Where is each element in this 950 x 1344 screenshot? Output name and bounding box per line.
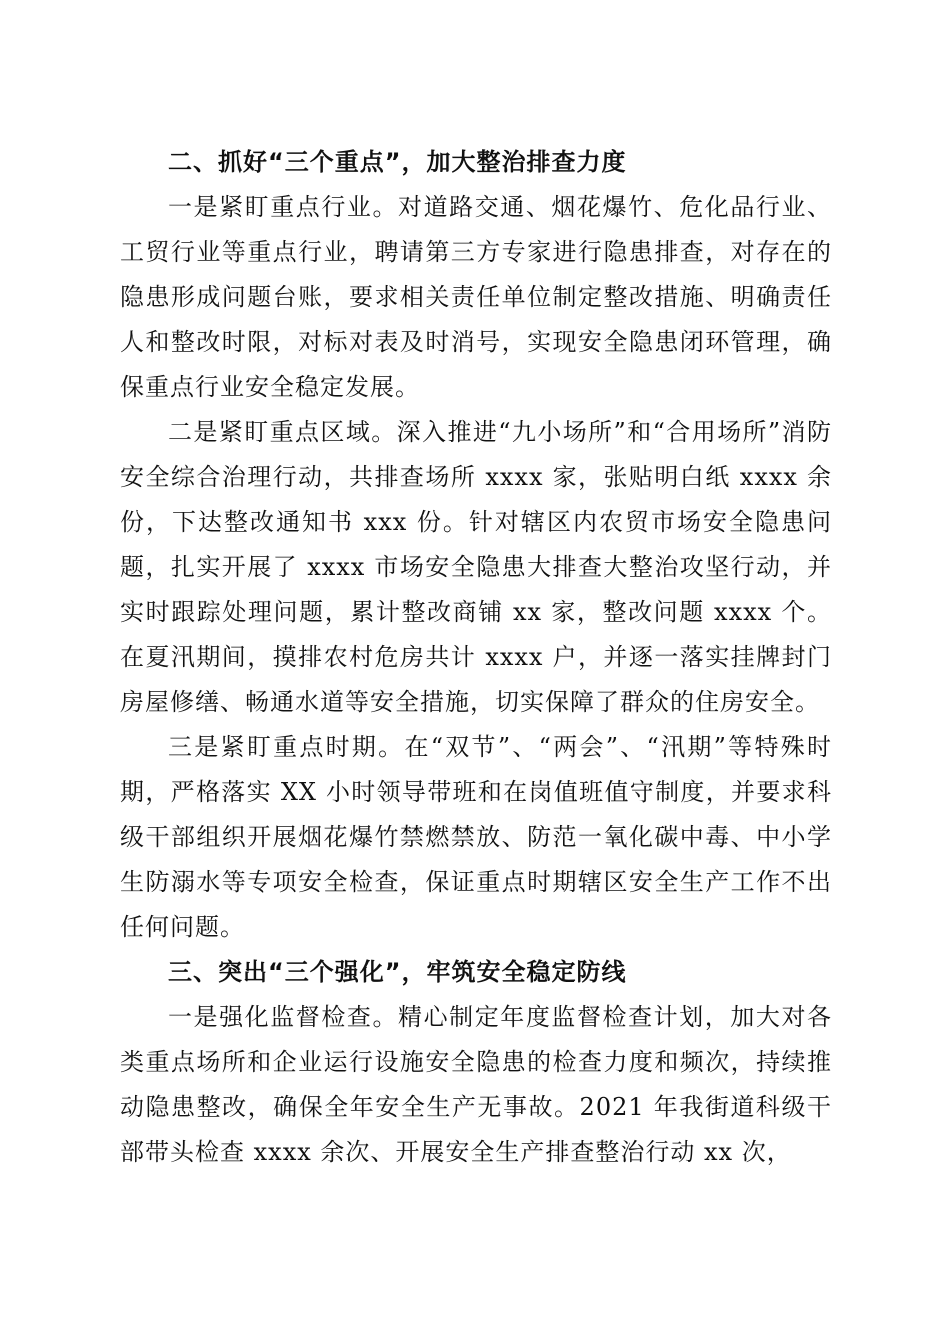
document-body: [120, 140, 832, 1175]
paragraph-lead: 一是紧盯重点行业。: [168, 193, 399, 221]
paragraph-key-periods: [120, 725, 832, 950]
paragraph-lead: 一是强化监督检查。: [168, 1003, 399, 1031]
section-heading-2: 二、抓好“三个重点”，加大整治排查力度: [168, 148, 627, 176]
paragraph-supervision: [120, 995, 832, 1175]
paragraph-key-industries: [120, 185, 832, 410]
paragraph-key-areas: [120, 410, 832, 725]
paragraph-text: 深入推进“九小场所”和“合用场所”消防安全综合治理行动，共排查场所 xxxx 家，张贴明白纸 xxxx 余份，下达整改通知书 xxx 份。针对辖区内农贸市场安全隐患问题，扎实开展了 xxxx 市场安全隐患大排查大整治攻坚行动，并实时跟踪处理问题，累计整改商铺 xx 家，整改问题 xxxx 个。在夏汛期间，摸排农村危房共计 xxxx 户，并逐一落实挂牌封门房屋修缮、畅通水道等安全措施，切实保障了群众的住房安全。: [120, 418, 832, 716]
paragraph-text: 在“双节”、“两会”、“汛期”等特殊时期，严格落实 XX 小时领导带班和在岗值班值守制度，并要求科级干部组织开展烟花爆竹禁燃禁放、防范一氧化碳中毒、中小学生防溺水等专项安全检查，保证重点时期辖区安全生产工作不出任何问题。: [120, 733, 833, 941]
paragraph-lead: 二是紧盯重点区域。: [168, 418, 397, 446]
paragraph-lead: 三是紧盯重点时期。: [168, 733, 405, 761]
paragraph-text: 对道路交通、烟花爆竹、危化品行业、工贸行业等重点行业，聘请第三方专家进行隐患排查，对存在的隐患形成问题台账，要求相关责任单位制定整改措施、明确责任人和整改时限，对标对表及时消号，实现安全隐患闭环管理，确保重点行业安全稳定发展。: [120, 193, 833, 401]
section-heading-3: 三、突出“三个强化”，牢筑安全稳定防线: [168, 958, 627, 986]
paragraph-text: 精心制定年度监督检查计划，加大对各类重点场所和企业运行设施安全隐患的检查力度和频次，持续推动隐患整改，确保全年安全生产无事故。2021 年我街道科级干部带头检查 xxxx 余次、开展安全生产排查整治行动 xx 次，: [120, 1003, 833, 1166]
